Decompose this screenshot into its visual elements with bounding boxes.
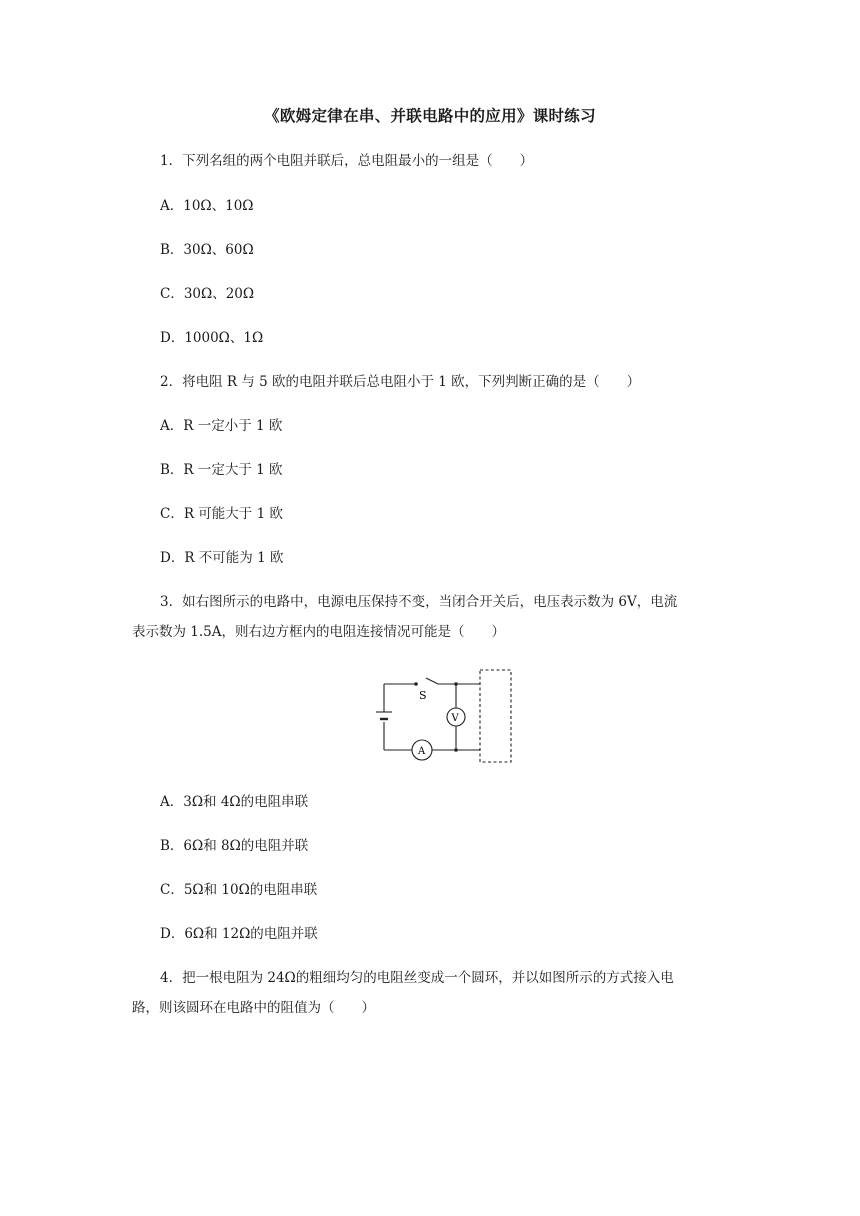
ammeter-label: A: [418, 746, 426, 757]
question-2-option-d: D．R 不可能为 1 欧: [160, 550, 284, 566]
question-3-option-a: A．3Ω和 4Ω的电阻串联: [160, 794, 309, 810]
junction-top-dot: [454, 682, 458, 686]
question-1-stem: 1．下列名组的两个电阻并联后，总电阻最小的一组是（ ）: [160, 153, 534, 169]
question-3-stem-line-1: 3．如右图所示的电路中，电源电压保持不变，当闭合开关后，电压表示数为 6V，电流: [160, 594, 678, 610]
question-2-option-c: C．R 可能大于 1 欧: [160, 506, 283, 522]
question-1-option-d: D．1000Ω、1Ω: [160, 330, 264, 346]
question-3-option-c: C．5Ω和 10Ω的电阻串联: [160, 882, 318, 898]
page-title: 《欧姆定律在串、并联电路中的应用》课时练习: [264, 107, 596, 125]
question-4-stem-line-2: 路，则该圆环在电路中的阻值为（ ）: [132, 1000, 375, 1016]
question-3-stem-line-2: 表示数为 1.5A，则右边方框内的电阻连接情况可能是（ ）: [132, 624, 506, 640]
switch-label: S: [419, 689, 427, 702]
voltmeter-label: V: [451, 713, 459, 724]
question-2-stem: 2．将电阻 R 与 5 欧的电阻并联后总电阻小于 1 欧，下列判断正确的是（ ）: [160, 374, 641, 390]
switch-contact-dot: [414, 682, 418, 686]
switch-blade: [426, 678, 438, 684]
question-1-option-c: C．30Ω、20Ω: [160, 286, 255, 302]
dashed-resistor-box: [480, 670, 511, 762]
question-1-option-b: B．30Ω、60Ω: [160, 242, 254, 258]
question-4-stem-line-1: 4．把一根电阻为 24Ω的粗细均匀的电阻丝变成一个圆环，并以如图所示的方式接入电: [160, 970, 674, 986]
question-1-option-a: A．10Ω、10Ω: [160, 198, 254, 214]
junction-bottom-dot: [454, 748, 458, 752]
question-3-option-d: D．6Ω和 12Ω的电阻并联: [160, 926, 318, 942]
circuit-diagram: [376, 666, 516, 766]
question-2-option-a: A．R 一定小于 1 欧: [160, 418, 283, 434]
question-2-option-b: B．R 一定大于 1 欧: [160, 462, 283, 478]
question-3-option-b: B．6Ω和 8Ω的电阻并联: [160, 838, 309, 854]
